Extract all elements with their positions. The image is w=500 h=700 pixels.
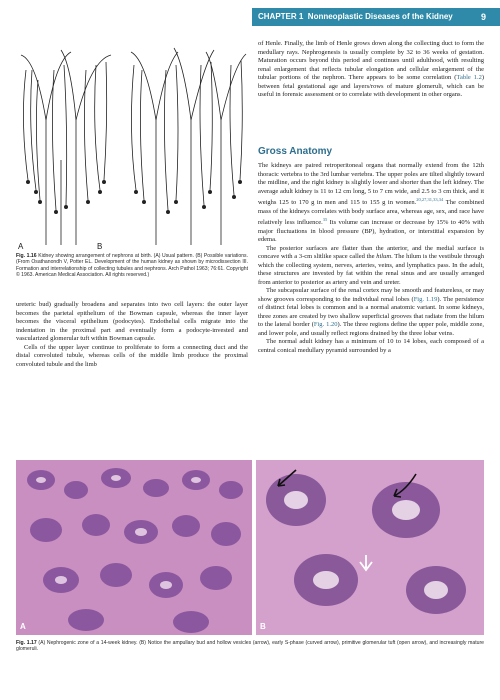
chapter-header	[258, 10, 458, 24]
figure-reference-link[interactable]: Fig. 1.20	[313, 321, 338, 329]
paragraph: ureteric bud) gradually broadens and separates into two cell layers: the outer layer becomes the parietal epithelium of the Bowman capsule, whereas the inner layer becomes the visceral epithelium (podocytes). Endothelial cells migrate into the indentation in the proximal part and eventually form a podocyte-invested and vascularized glomerular tuft within Bowman capsule.	[16, 301, 248, 342]
figure-1-17-label-b: B	[260, 622, 266, 631]
figure-1-17-micrograph-a	[16, 460, 252, 635]
caption-label: Fig. 1.17	[16, 640, 37, 646]
caption-text: (A) Nephrogenic zone of a 14-week kidney. (B) Notice the ampullary bud and hollow vesicles (arrow), early S-phase (curved arrow), primitive glomerular tuft (open arrow), and increasingly mature glomeruli.	[16, 640, 484, 653]
chapter-title: Nonneoplastic Diseases of the Kidney	[307, 12, 453, 21]
figure-1-17-caption	[16, 640, 484, 653]
chapter-number: CHAPTER 1	[258, 12, 304, 21]
paragraph: of Henle. Finally, the limb of Henle grows down along the collecting duct to form the medullary rays. Nephrogenesis is usually complete by 32 to 36 weeks of gestation. Maturation occurs beyond this period and continues until adulthood, with resulting renal enlargement that reflects tubular elongation and cellular enlargement of the tubular portions of the nephron. There appears to be some correlation (Table 1.2) between fetal gestational age and layers/rows of mature glomeruli, which can be useful in forensic assessment or to correlate with development in other organs.	[258, 40, 484, 98]
citation-reference[interactable]: 20,27,31,33,34	[416, 197, 444, 202]
figure-reference-link[interactable]: Fig. 1.19	[413, 295, 438, 303]
page-number: 9	[480, 12, 486, 22]
figure-1-17-label-a: A	[20, 622, 26, 631]
citation-reference[interactable]: 35	[322, 217, 328, 223]
right-column-top-text	[258, 40, 484, 100]
paragraph: The normal adult kidney has a minimum of 10 to 14 lobes, each composed of a central conical medullary pyramid surrounded by a	[258, 338, 484, 354]
left-column-text	[16, 301, 248, 369]
figure-1-16-label-a: A	[18, 242, 24, 251]
paragraph: The kidneys are paired retroperitoneal organs that normally extend from the 12th thoracic vertebra to the 3rd lumbar vertebra. The upper poles are tilted slightly toward the midline, and the right kidney is slightly lower and shorter than the left kidney. The average adult kidney is 11 to 12 cm long, 5 to 7 cm wide, and 2.5 to 3 cm thick, and it weighs 125 to 170 g in men and 115 to 155 g in women.$^{20,27,31,33,34}$ The combined mass of the kidneys correlates with body surface area, whereas age, sex, and race have relatively less influence.$^{35}$ Its volume can increase or decrease by 15% to 40% with major fluctuations in blood pressure (BP), hydration, or interstitial expansion by edema.	[258, 162, 485, 244]
paragraph: Cells of the upper layer continue to proliferate to form a connecting duct and the distal convoluted tubule, whereas cells of the middle limb produce the proximal convoluted tubule and the limb	[16, 343, 248, 368]
figure-1-16-caption	[16, 253, 248, 279]
section-heading: Gross Anatomy	[258, 146, 333, 157]
paragraph: The posterior surfaces are flatter than the anterior, and the medial surface is concave with a 3-cm slitlike space called the hilum. The hilum is the vestibule through which the collecting system, nerves, arteries, veins, and lymphatics pass. In the adult, these structures are invested by fat within the renal sinus and are usually arranged from anterior to posterior as artery and vein and ureter.	[258, 244, 484, 286]
paragraph: The subcapsular surface of the renal cortex may be smooth and featureless, or may show grooves corresponding to the individual renal lobes (Fig. 1.19). The persistence of distinct fetal lobes is common and is a normal anatomic variant. In some kidneys, three zones are created by two shallow superficial grooves that radiate from the hilum to the lateral border (Fig. 1.20). The three regions define the upper pole, middle zone, and lower pole, and usually reflect regions drained by the three lobar veins.	[258, 287, 485, 337]
figure-1-17-micrograph-b	[256, 460, 484, 635]
table-reference-link[interactable]: Table 1.2	[456, 74, 482, 81]
right-column-body-text	[258, 162, 484, 355]
figure-1-16-label-b: B	[97, 242, 103, 251]
figure-1-16-drawing	[16, 40, 248, 252]
caption-text: Kidney showing arrangement of nephrons at birth. (A) Usual pattern. (B) Possible variations. (From Osathanondh V, Potter EL. Development of the human kidney as shown by microdissection III. Formation and interrelationship of collecting tubules and nephrons. Arch Pathol 1963; 76:61. Copyright © 1963. American Medical Association. All rights reserved.)	[16, 253, 248, 279]
caption-label: Fig. 1.16	[16, 253, 37, 259]
